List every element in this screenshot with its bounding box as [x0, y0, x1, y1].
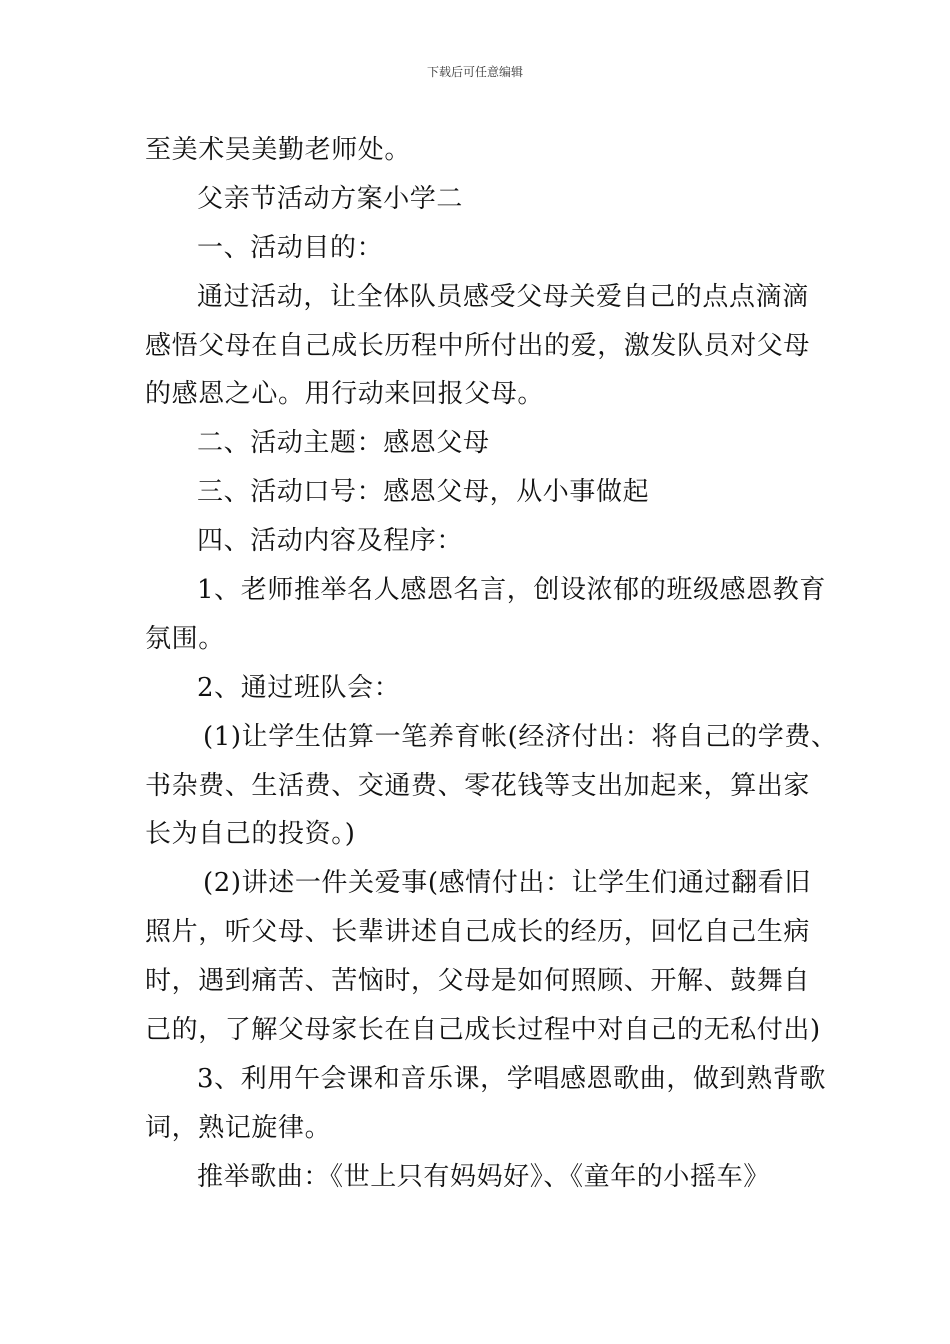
text-line: 己的，了解父母家长在自己成长过程中对自己的无私付出)	[145, 1015, 821, 1046]
document-body	[145, 126, 838, 1202]
text-line: 1、老师推举名人感恩名言，创设浓郁的班级感恩教育	[197, 575, 826, 606]
heading-activity-content: 四、活动内容及程序：	[197, 526, 464, 557]
text-line: (2)讲述一件关爱事(感情付出：让学生们通过翻看旧	[203, 868, 811, 899]
text-line: 感悟父母在自己成长历程中所付出的爱，激发队员对父母	[145, 330, 811, 361]
text-line: 推举歌曲：《世上只有妈妈好》、《童年的小摇车》	[197, 1161, 770, 1192]
section-title: 父亲节活动方案小学二	[197, 183, 464, 214]
text-line: 书杂费、生活费、交通费、零花钱等支出加起来，算出家	[145, 770, 811, 801]
page-header-note: 下载后可任意编辑	[426, 65, 523, 79]
text-line: 照片，听父母、长辈讲述自己成长的经历，回忆自己生病	[145, 917, 811, 948]
text-line: 2、通过班队会：	[197, 672, 401, 703]
text-line: 3、利用午会课和音乐课，学唱感恩歌曲，做到熟背歌	[197, 1063, 826, 1094]
heading-activity-goal: 一、活动目的：	[197, 232, 384, 263]
text-line: 通过活动，让全体队员感受父母关爱自己的点点滴滴	[197, 281, 809, 312]
text-line: (1)让学生估算一笔养育帐(经济付出：将自己的学费、	[203, 721, 838, 752]
heading-activity-theme: 二、活动主题：感恩父母	[197, 428, 490, 459]
text-line: 的感恩之心。用行动来回报父母。	[145, 379, 545, 410]
text-line: 时，遇到痛苦、苦恼时，父母是如何照顾、开解、鼓舞自	[145, 966, 811, 997]
heading-activity-slogan: 三、活动口号：感恩父母，从小事做起	[197, 477, 650, 508]
text-line: 至美术吴美勤老师处。	[145, 135, 412, 165]
text-line: 氛围。	[145, 623, 225, 654]
text-line: 长为自己的投资。)	[145, 819, 356, 850]
text-line: 词，熟记旋律。	[145, 1112, 332, 1143]
